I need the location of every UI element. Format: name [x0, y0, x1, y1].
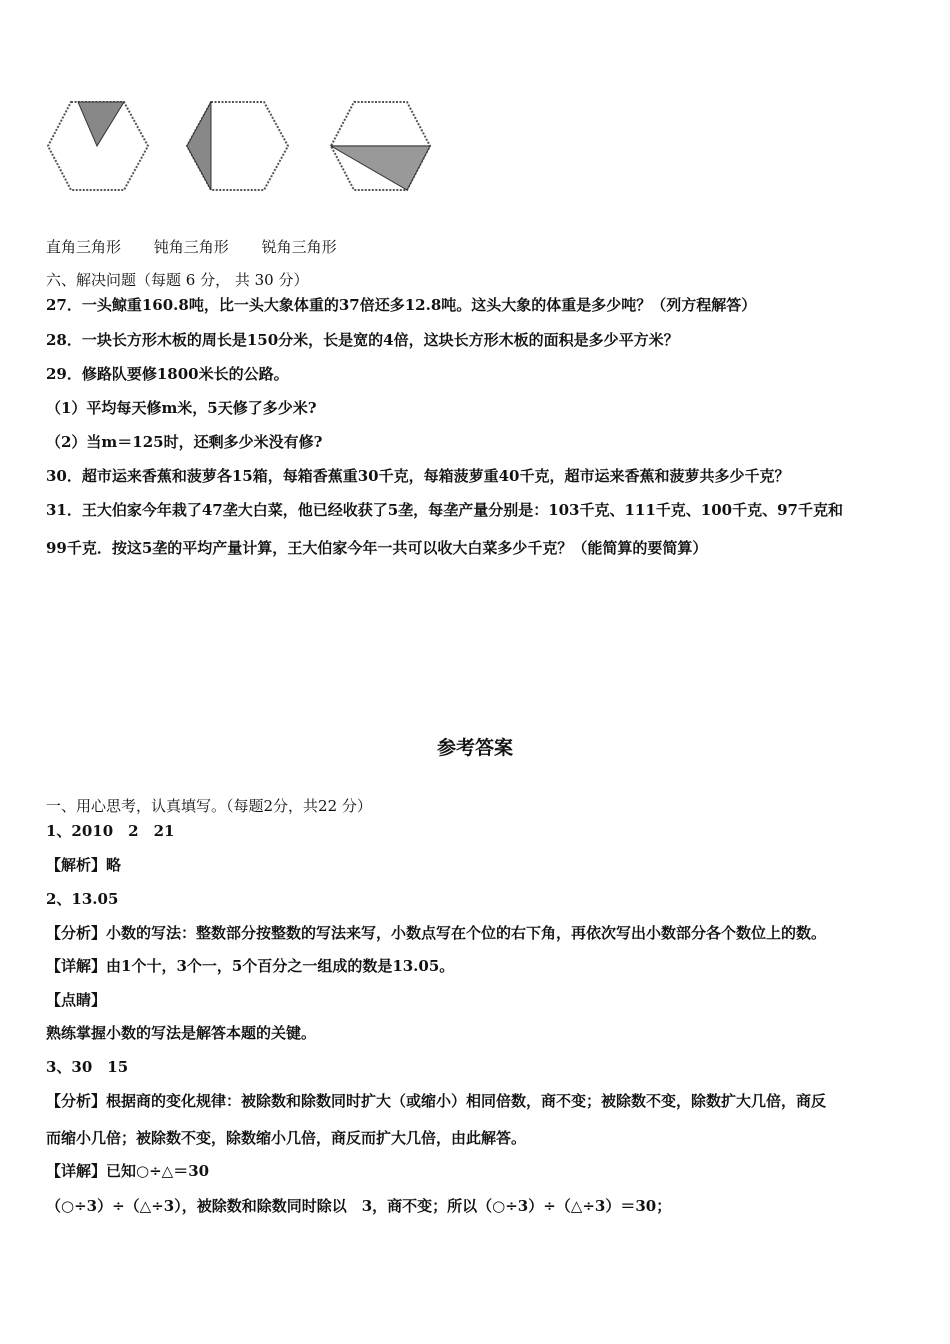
question-29: 29．修路队要修1800米长的公路。 — [46, 365, 289, 383]
question-31-line-1: 31．王大伯家今年栽了47垄大白菜，他已经收获了5垄，每垄产量分别是：103千克、111千克、100千克、97千克和 — [46, 501, 843, 519]
answer-2-analysis: 【分析】小数的写法：整数部分按整数的写法来写，小数点写在个位的右下角，再依次写出小数部分各个数位上的数。 — [46, 924, 827, 942]
section-6-heading: 六、解决问题（每题 6 分， 共 30 分） — [46, 271, 309, 289]
figure-labels — [46, 236, 365, 257]
question-29-part-2: （2）当m＝125时，还剩多少米没有修? — [46, 433, 323, 451]
answer-1-analysis: 【解析】略 — [46, 856, 122, 874]
label-acute-triangle: 锐角三角形 — [261, 238, 337, 256]
answer-2-comment: 【点睛】 — [46, 991, 107, 1009]
label-right-triangle: 直角三角形 — [46, 238, 122, 256]
label-obtuse-triangle: 钝角三角形 — [153, 238, 229, 256]
answer-1: 1、2010 2 21 — [46, 822, 175, 840]
question-30: 30．超市运来香蕉和菠萝各15箱，每箱香蕉重30千克，每箱菠萝重40千克，超市运来香蕉和菠萝共多少千克？ — [46, 467, 790, 485]
question-29-part-1: （1）平均每天修m米，5天修了多少米? — [46, 399, 317, 417]
hexagon-obtuse-triangle — [187, 102, 288, 190]
answer-3-analysis-line-2: 而缩小几倍；被除数不变，除数缩小几倍，商反而扩大几倍，由此解答。 — [46, 1129, 527, 1147]
hexagon-acute-triangle — [331, 102, 430, 190]
hexagon-figures — [44, 98, 444, 194]
answer-section-1-heading: 一、用心思考，认真填写。（每题2分，共22 分） — [46, 797, 372, 815]
answer-3-analysis-line-1: 【分析】根据商的变化规律：被除数和除数同时扩大（或缩小）相同倍数，商不变；被除数不变，除数扩大几倍，商反 — [46, 1092, 827, 1110]
question-27: 27．一头鲸重160.8吨，比一头大象体重的37倍还多12.8吨。这头大象的体重是多少吨？（列方程解答） — [46, 296, 757, 314]
answer-3-detail: 【详解】已知○÷△＝30 — [46, 1162, 210, 1180]
question-28: 28．一块长方形木板的周长是150分米，长是宽的4倍，这块长方形木板的面积是多少平方米？ — [46, 331, 679, 349]
hexagon-right-triangle — [48, 102, 148, 190]
question-31-line-2: 99千克．按这5垄的平均产量计算，王大伯家今年一共可以收大白菜多少千克？（能简算的要简算） — [46, 539, 708, 557]
answer-3-step: （○÷3）÷（△÷3），被除数和除数同时除以 3，商不变；所以（○÷3）÷（△÷3）＝30； — [46, 1197, 672, 1215]
answer-title: 参考答案 — [436, 737, 513, 759]
answer-2-detail: 【详解】由1个十，3个一，5个百分之一组成的数是13.05。 — [46, 957, 455, 975]
answer-3: 3、30 15 — [46, 1058, 129, 1076]
answer-2-comment-text: 熟练掌握小数的写法是解答本题的关键。 — [46, 1024, 317, 1042]
answer-2: 2、13.05 — [46, 890, 119, 908]
